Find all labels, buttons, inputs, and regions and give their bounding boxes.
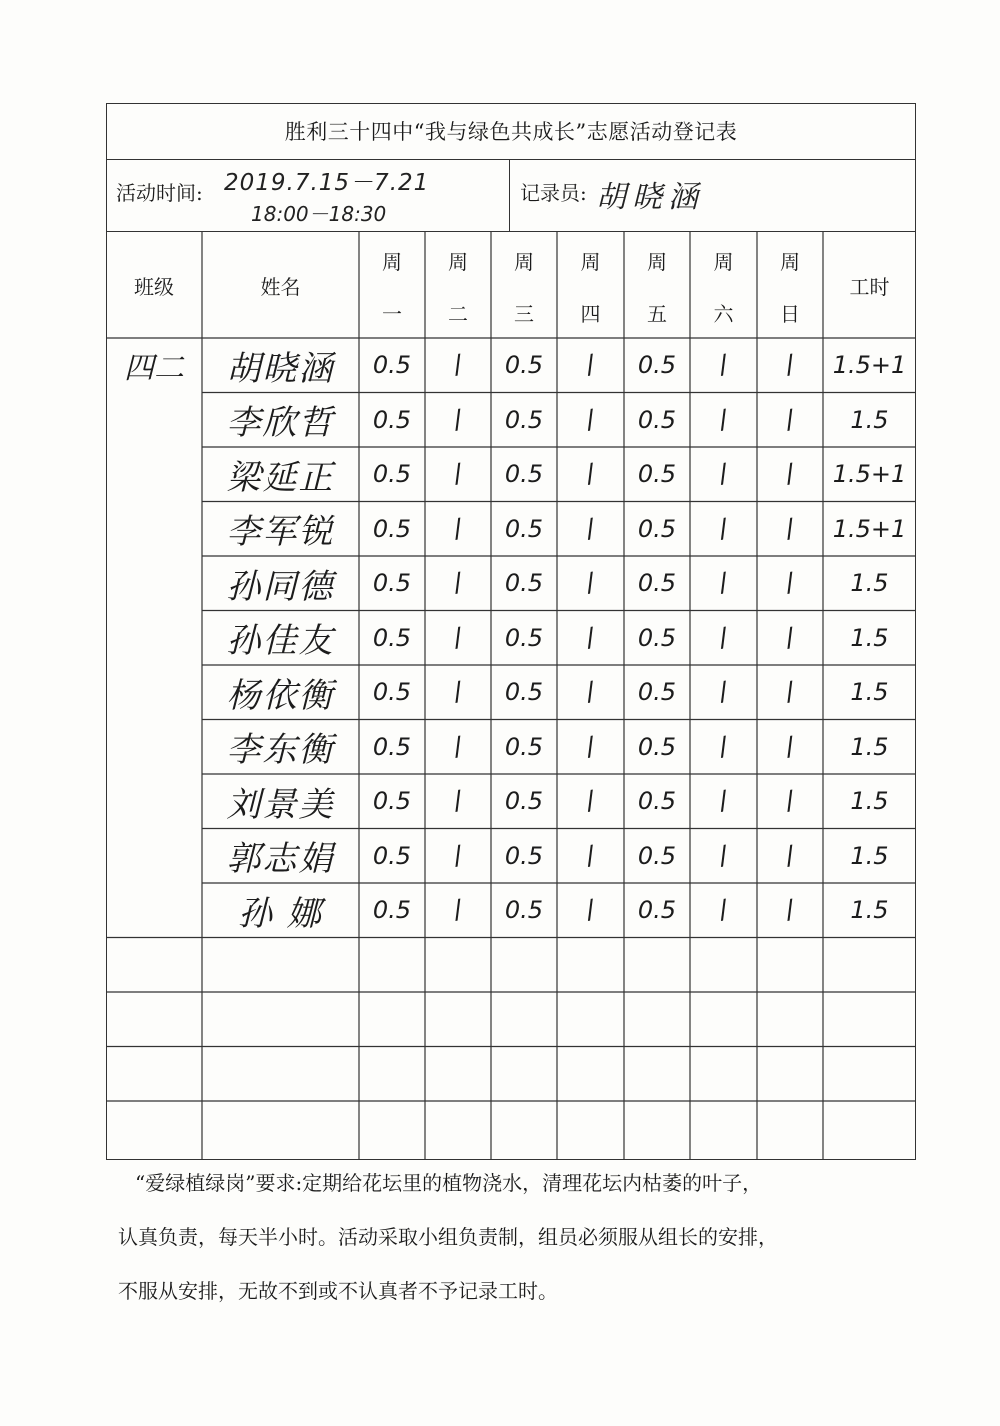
- info-divider: [509, 160, 510, 232]
- class-cell: [106, 556, 202, 611]
- name-cell: [202, 992, 359, 1047]
- day-hours-cell: [491, 938, 557, 993]
- day-hours-cell: 0.5: [637, 841, 677, 870]
- day-hours-cell: [557, 992, 624, 1047]
- day-hours-cell: [624, 938, 690, 993]
- day-hours-cell: [690, 1101, 757, 1156]
- day-hours-cell: /: [583, 622, 598, 654]
- day-hours-cell: [557, 938, 624, 993]
- day-hours-cell: /: [783, 676, 797, 708]
- day-hours-cell: 0.5: [637, 678, 677, 707]
- day-hours-cell: /: [451, 785, 465, 817]
- day-hours-cell: /: [783, 840, 797, 872]
- class-cell: [106, 774, 202, 829]
- class-cell: [106, 665, 202, 720]
- day-hours-cell: 0.5: [504, 732, 544, 761]
- day-hours-cell: [359, 1047, 425, 1102]
- day-hours-cell: [557, 1101, 624, 1156]
- day-hours-cell: [425, 1047, 491, 1102]
- day-hours-cell: [757, 1101, 823, 1156]
- header-hours: 工时: [849, 274, 890, 299]
- day-hours-cell: 0.5: [504, 569, 544, 598]
- day-header: [690, 232, 757, 338]
- day-header: [491, 232, 557, 338]
- class-cell: [106, 611, 202, 666]
- day-hours-cell: 0.5: [504, 460, 544, 489]
- total-hours-cell: 1.5: [850, 405, 889, 434]
- day-hours-cell: 0.5: [504, 678, 544, 707]
- day-hours-cell: /: [716, 894, 731, 926]
- day-hours-cell: /: [783, 404, 797, 436]
- header-name: 姓名: [260, 274, 301, 299]
- name-cell: 梁延正: [226, 457, 335, 498]
- day-header-top: 周: [780, 250, 800, 274]
- class-cell: [106, 992, 202, 1047]
- class-cell: [106, 938, 202, 993]
- day-hours-cell: /: [583, 676, 598, 708]
- day-header-top: 周: [647, 250, 667, 274]
- class-cell: [106, 447, 202, 502]
- day-hours-cell: 0.5: [637, 351, 677, 380]
- day-hours-cell: /: [783, 785, 797, 817]
- day-hours-cell: 0.5: [372, 896, 412, 925]
- class-cell: [106, 1047, 202, 1102]
- day-hours-cell: [359, 992, 425, 1047]
- day-hours-cell: /: [451, 458, 465, 490]
- day-header-bottom: 四: [580, 302, 601, 326]
- class-cell: [106, 883, 202, 938]
- header-class: 班级: [134, 274, 174, 299]
- day-hours-cell: 0.5: [372, 460, 412, 489]
- day-header-top: 周: [713, 250, 734, 274]
- activity-time-label: 活动时间:: [116, 181, 203, 205]
- name-cell: 杨依衡: [226, 675, 335, 716]
- day-hours-cell: /: [783, 513, 797, 545]
- info-row: [106, 160, 916, 232]
- day-hours-cell: /: [583, 349, 598, 381]
- day-hours-cell: [624, 992, 690, 1047]
- day-hours-cell: 0.5: [372, 841, 412, 870]
- day-hours-cell: /: [451, 676, 465, 708]
- total-hours-cell: 1.5+1: [832, 460, 907, 489]
- day-hours-cell: /: [583, 731, 598, 763]
- day-hours-cell: [757, 1047, 823, 1102]
- total-hours-cell: 1.5: [850, 678, 889, 707]
- note-line-2: 认真负责，每天半小时。活动采取小组负责制，组员必须服从组长的安排，: [118, 1225, 778, 1249]
- day-header-bottom: 五: [647, 302, 667, 326]
- day-hours-cell: /: [716, 676, 731, 708]
- name-cell: 李欣哲: [226, 403, 335, 444]
- day-hours-cell: 0.5: [372, 732, 412, 761]
- day-header-bottom: 二: [448, 302, 468, 326]
- day-hours-cell: [491, 992, 557, 1047]
- total-hours-cell: 1.5+1: [832, 514, 907, 543]
- name-cell: 孙佳友: [226, 621, 335, 662]
- total-hours-cell: 1.5: [850, 569, 889, 598]
- day-hours-cell: /: [451, 894, 465, 926]
- day-hours-cell: [491, 1101, 557, 1156]
- day-hours-cell: [425, 992, 491, 1047]
- name-cell: 孙同德: [226, 566, 335, 607]
- total-hours-cell: 1.5: [850, 841, 889, 870]
- day-header-bottom: 日: [780, 302, 800, 326]
- day-hours-cell: [491, 1047, 557, 1102]
- day-hours-cell: /: [716, 404, 731, 436]
- day-hours-cell: 0.5: [372, 623, 412, 652]
- day-hours-cell: /: [451, 731, 465, 763]
- day-header: [557, 232, 624, 338]
- day-hours-cell: /: [716, 458, 731, 490]
- day-hours-cell: /: [583, 894, 598, 926]
- name-cell: [202, 1101, 359, 1156]
- day-hours-cell: [690, 938, 757, 993]
- day-hours-cell: 0.5: [504, 405, 544, 434]
- day-hours-cell: 0.5: [637, 514, 677, 543]
- name-cell: 胡晓涵: [226, 348, 335, 389]
- day-hours-cell: /: [451, 622, 465, 654]
- name-cell: 孙 娜: [238, 893, 323, 934]
- day-header: [425, 232, 491, 338]
- class-cell: [106, 393, 202, 448]
- day-hours-cell: 0.5: [637, 460, 677, 489]
- day-hours-cell: [624, 1101, 690, 1156]
- total-hours-cell: 1.5: [850, 623, 889, 652]
- day-hours-cell: 0.5: [637, 787, 677, 816]
- day-hours-cell: /: [783, 349, 797, 381]
- note-line-3: 不服从安排，无故不到或不认真者不予记录工时。: [118, 1279, 558, 1303]
- class-cell: [106, 502, 202, 557]
- total-hours-cell: [823, 1101, 916, 1156]
- day-hours-cell: 0.5: [504, 514, 544, 543]
- day-hours-cell: /: [451, 513, 465, 545]
- day-header-top: 周: [514, 250, 534, 274]
- day-hours-cell: /: [716, 349, 731, 381]
- day-hours-cell: /: [583, 458, 598, 490]
- day-hours-cell: [425, 1101, 491, 1156]
- day-hours-cell: /: [451, 404, 465, 436]
- name-cell: 李东衡: [226, 730, 335, 771]
- day-hours-cell: /: [783, 622, 797, 654]
- day-hours-cell: 0.5: [637, 405, 677, 434]
- day-hours-cell: 0.5: [504, 787, 544, 816]
- total-hours-cell: [823, 992, 916, 1047]
- day-hours-cell: /: [716, 785, 731, 817]
- day-header-top: 周: [448, 250, 468, 274]
- day-hours-cell: /: [716, 513, 731, 545]
- note-line-1: “爱绿植绿岗”要求:定期给花坛里的植物浇水，清理花坛内枯萎的叶子，: [135, 1171, 763, 1195]
- day-header-bottom: 一: [382, 302, 402, 326]
- day-hours-cell: 0.5: [372, 787, 412, 816]
- form-title: 胜利三十四中“我与绿色共成长”志愿活动登记表: [106, 103, 916, 160]
- day-hours-cell: [757, 992, 823, 1047]
- day-hours-cell: /: [783, 567, 797, 599]
- class-cell: 四二: [124, 351, 184, 387]
- day-hours-cell: [557, 1047, 624, 1102]
- day-header-top: 周: [580, 250, 601, 274]
- day-hours-cell: 0.5: [504, 841, 544, 870]
- day-hours-cell: 0.5: [372, 569, 412, 598]
- total-hours-cell: 1.5+1: [832, 351, 907, 380]
- day-hours-cell: /: [451, 349, 465, 381]
- day-header: [757, 232, 823, 338]
- day-hours-cell: 0.5: [504, 623, 544, 652]
- day-hours-cell: 0.5: [504, 351, 544, 380]
- day-hours-cell: 0.5: [372, 678, 412, 707]
- name-cell: [202, 938, 359, 993]
- day-header: [624, 232, 690, 338]
- day-hours-cell: 0.5: [637, 732, 677, 761]
- day-hours-cell: [757, 938, 823, 993]
- day-hours-cell: 0.5: [504, 896, 544, 925]
- day-hours-cell: /: [716, 567, 731, 599]
- activity-hours: 18:00－18:30: [251, 202, 387, 226]
- activity-date: 2019.7.15－7.21: [224, 170, 430, 196]
- day-hours-cell: /: [716, 622, 731, 654]
- total-hours-cell: 1.5: [850, 896, 889, 925]
- recorder-label: 记录员:: [520, 181, 587, 205]
- day-header-top: 周: [382, 250, 402, 274]
- name-cell: 刘景美: [226, 784, 335, 825]
- day-hours-cell: 0.5: [372, 514, 412, 543]
- day-hours-cell: /: [583, 785, 598, 817]
- total-hours-cell: 1.5: [850, 732, 889, 761]
- day-hours-cell: [690, 1047, 757, 1102]
- day-hours-cell: /: [583, 404, 598, 436]
- class-cell: [106, 720, 202, 775]
- day-header-bottom: 六: [713, 302, 734, 326]
- name-cell: 郭志娟: [226, 839, 335, 880]
- day-hours-cell: [624, 1047, 690, 1102]
- day-hours-cell: /: [583, 513, 598, 545]
- day-hours-cell: /: [783, 894, 797, 926]
- name-cell: 李军锐: [226, 512, 335, 553]
- day-hours-cell: /: [583, 567, 598, 599]
- total-hours-cell: 1.5: [850, 787, 889, 816]
- class-cell: [106, 1101, 202, 1156]
- day-hours-cell: 0.5: [637, 896, 677, 925]
- day-hours-cell: [359, 938, 425, 993]
- name-cell: [202, 1047, 359, 1102]
- class-cell: [106, 829, 202, 884]
- day-hours-cell: 0.5: [372, 351, 412, 380]
- day-hours-cell: /: [451, 840, 465, 872]
- day-header-bottom: 三: [514, 302, 534, 326]
- day-hours-cell: [690, 992, 757, 1047]
- total-hours-cell: [823, 938, 916, 993]
- day-hours-cell: /: [451, 567, 465, 599]
- day-hours-cell: /: [716, 731, 731, 763]
- total-hours-cell: [823, 1047, 916, 1102]
- day-header: [359, 232, 425, 338]
- day-hours-cell: /: [783, 458, 797, 490]
- day-hours-cell: /: [783, 731, 797, 763]
- day-hours-cell: [425, 938, 491, 993]
- day-hours-cell: [359, 1101, 425, 1156]
- day-hours-cell: 0.5: [372, 405, 412, 434]
- day-hours-cell: /: [583, 840, 598, 872]
- day-hours-cell: 0.5: [637, 623, 677, 652]
- recorder-name: 胡晓涵: [596, 180, 704, 215]
- day-hours-cell: 0.5: [637, 569, 677, 598]
- day-hours-cell: /: [716, 840, 731, 872]
